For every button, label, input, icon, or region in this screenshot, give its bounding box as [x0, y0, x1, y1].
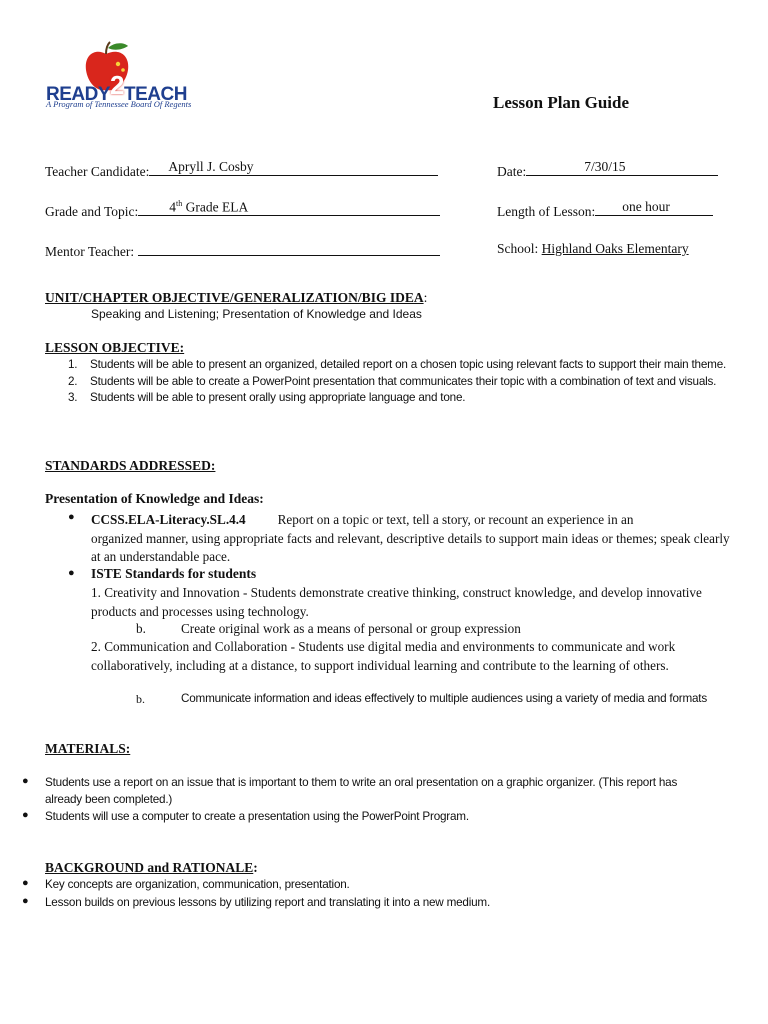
school-field — [497, 241, 689, 257]
background-item: Key concepts are organization, communication, presentation. — [45, 878, 350, 891]
mentor-teacher-field — [45, 241, 440, 260]
bullet-icon: ● — [22, 775, 29, 787]
standards-heading: STANDARDS ADDRESSED: — [45, 458, 216, 473]
grade-topic-label: Grade and Topic: — [45, 204, 139, 219]
bullet-icon: ● — [22, 895, 29, 907]
objective-text: Students will be able to present an organized, detailed report on a chosen topic using relevant facts to support their main theme. — [90, 358, 727, 371]
date-value: 7/30/15 — [584, 159, 626, 174]
iste-2b-text: Communicate information and ideas effectively to multiple audiences using a variety of media and formats — [181, 692, 707, 705]
page-title: Lesson Plan Guide — [493, 93, 630, 112]
standards-subheading: Presentation of Knowledge and Ideas: — [45, 491, 264, 506]
bullet-icon: ● — [22, 877, 29, 889]
objective-text: Students will be able to present orally using appropriate language and tone. — [90, 391, 466, 404]
grade-topic-value — [169, 199, 248, 216]
objective-number: 3. — [68, 391, 78, 404]
logo-text-ready: READY — [46, 84, 111, 105]
lesson-objective-list — [68, 357, 730, 407]
unit-objective-heading-row — [45, 289, 427, 307]
teacher-candidate-label: Teacher Candidate: — [45, 164, 150, 179]
lesson-objective-item — [68, 357, 730, 374]
iste-heading: ISTE Standards for students — [91, 566, 257, 581]
materials-item: Students will use a computer to create a presentation using the PowerPoint Program. — [45, 810, 469, 823]
logo-subtitle: A Program of Tennessee Board Of Regents — [46, 99, 192, 109]
length-of-lesson-line — [595, 201, 713, 216]
materials-heading: MATERIALS: — [45, 741, 131, 756]
objective-text: Students will be able to create a PowerPoint presentation that communicates their topic with a combination of text and visuals. — [90, 374, 717, 388]
mentor-teacher-line — [138, 241, 440, 256]
materials-item: Students use a report on an issue that is important to them to write an oral presentation on a graphic organizer. (This report has already been completed.) — [45, 776, 678, 806]
grade-number: 4 — [169, 199, 177, 215]
objective-number: 1. — [68, 358, 78, 371]
bullet-icon: ● — [22, 809, 29, 821]
background-colon: : — [253, 860, 258, 875]
ccss-text-rest: organized manner, using appropriate facts and relevant, descriptive details to support main ideas or themes; speak clearly at an understandable pace. — [91, 530, 730, 564]
objective-number: 2. — [68, 374, 78, 388]
background-heading-row — [45, 859, 258, 877]
lesson-objective-heading: LESSON OBJECTIVE: — [45, 340, 185, 355]
iste-1b-letter: b. — [136, 621, 146, 636]
unit-objective-text: Speaking and Listening; Presentation of Knowledge and Ideas — [91, 307, 422, 321]
teacher-candidate-value: Apryll J. Cosby — [168, 159, 254, 174]
teacher-candidate-line — [149, 161, 438, 176]
logo-text-teach: TEACH — [123, 84, 187, 105]
grade-topic-rest: Grade ELA — [182, 199, 249, 215]
grade-topic-line — [138, 201, 440, 216]
school-label: School: — [497, 241, 539, 256]
bullet-icon: ● — [68, 567, 75, 579]
unit-objective-heading: UNIT/CHAPTER OBJECTIVE/GENERALIZATION/BIG IDEA — [45, 290, 424, 305]
mentor-teacher-label: Mentor Teacher: — [45, 244, 135, 259]
date-field — [497, 161, 718, 180]
ccss-standard — [91, 511, 731, 567]
ccss-text-first: Report on a topic or text, tell a story, or recount an experience in an — [277, 512, 634, 527]
lesson-objective-item — [68, 390, 730, 407]
bullet-icon: ● — [68, 511, 75, 523]
background-item: Lesson builds on previous lessons by utilizing report and translating it into a new medium. — [45, 896, 491, 909]
iste-standard-1: 1. Creativity and Innovation - Students demonstrate creative thinking, construct knowledge, and develop innovative products and processes using technology. — [91, 585, 702, 619]
date-line — [526, 161, 718, 176]
grade-topic-field — [45, 201, 440, 220]
iste-2b-letter: b. — [136, 692, 145, 706]
school-value: Highland Oaks Elementary — [541, 241, 689, 256]
iste-standard-2: 2. Communication and Collaboration - Students use digital media and environments to communicate and work collaboratively, including at a distance, to support individual learning and contribute to the learning of others. — [91, 639, 676, 673]
grade-ordinal-suffix: th — [176, 199, 183, 208]
unit-objective-colon: : — [423, 290, 428, 305]
length-of-lesson-value: one hour — [622, 199, 670, 214]
lesson-objective-item — [68, 374, 730, 391]
length-of-lesson-label: Length of Lesson: — [497, 204, 596, 219]
date-label: Date: — [497, 164, 527, 179]
background-heading: BACKGROUND and RATIONALE — [45, 860, 254, 875]
iste-1b-text: Create original work as a means of personal or group expression — [181, 621, 521, 636]
teacher-candidate-field — [45, 161, 438, 180]
ccss-code: CCSS.ELA-Literacy.SL.4.4 — [91, 512, 246, 527]
length-of-lesson-field — [497, 201, 713, 220]
logo-text-2: 2 — [110, 70, 124, 100]
